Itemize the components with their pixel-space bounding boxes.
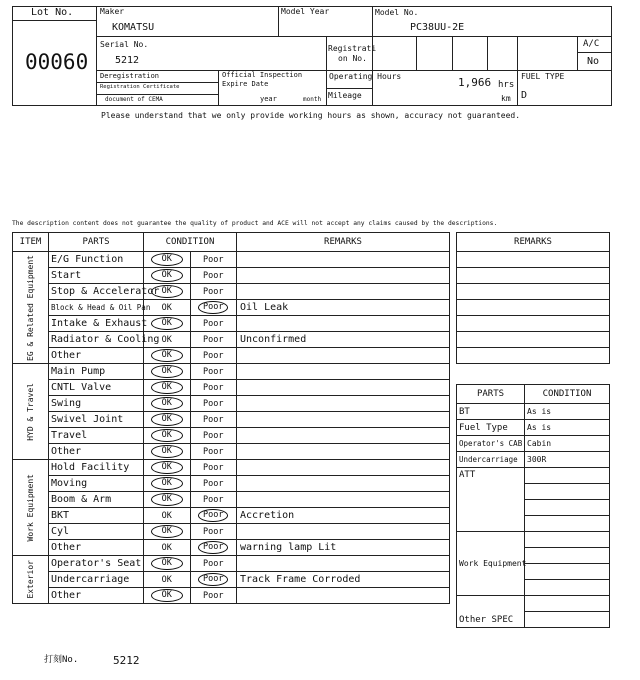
inspection-label-line1: Official Inspection [222, 71, 303, 79]
condition-row [13, 300, 450, 316]
ok-option: OK [151, 477, 183, 490]
part-name: Main Pump [49, 364, 144, 380]
ok-option: OK [161, 542, 172, 553]
ok-option: OK [151, 525, 183, 538]
parts-header: PARTS [49, 233, 144, 252]
remark-cell: Track Frame Corroded [237, 572, 450, 588]
att-line [525, 468, 610, 484]
condition-cell [144, 460, 237, 476]
spec-condition: As is [525, 420, 610, 436]
ok-option: OK [151, 285, 183, 298]
spec-row [457, 404, 610, 420]
poor-option: Poor [198, 541, 228, 554]
poor-option: Poor [203, 462, 224, 473]
operating-hours-label: Operating Hours [329, 72, 402, 81]
part-name: E/G Function [49, 252, 144, 268]
remark-cell [237, 364, 450, 380]
lot-number: 00060 [25, 50, 89, 74]
condition-cell [144, 508, 237, 524]
condition-cell [144, 316, 237, 332]
poor-option: Poor [203, 478, 224, 489]
remarks-line [457, 332, 610, 348]
poor-option: Poor [203, 558, 224, 569]
remarks-line [457, 268, 610, 284]
category-label: HYD & Travel [26, 382, 35, 441]
poor-option: Poor [203, 334, 224, 345]
ok-option: OK [151, 445, 183, 458]
remark-cell [237, 316, 450, 332]
remarks-line [457, 348, 610, 364]
poor-option: Poor [203, 318, 224, 329]
spec-part: BT [457, 404, 525, 420]
poor-option: Poor [203, 590, 224, 601]
ok-option: OK [151, 397, 183, 410]
spec-row [457, 420, 610, 436]
condition-row [13, 492, 450, 508]
condition-cell [144, 348, 237, 364]
ok-option: OK [151, 461, 183, 474]
spec-part: Undercarriage [457, 452, 525, 468]
lot-label: Lot No. [31, 7, 74, 18]
part-name: Intake & Exhaust [49, 316, 144, 332]
poor-option: Poor [203, 430, 224, 441]
condition-cell [144, 284, 237, 300]
condition-row [13, 316, 450, 332]
poor-option: Poor [198, 509, 228, 522]
other-spec-label: Other SPEC [457, 596, 525, 628]
condition-row [13, 524, 450, 540]
condition-cell [144, 444, 237, 460]
poor-option: Poor [203, 526, 224, 537]
mileage-label: Mileage [328, 91, 362, 100]
condition-cell [144, 556, 237, 572]
condition-cell [144, 252, 237, 268]
remarks-side-header: REMARKS [457, 233, 610, 252]
poor-option: Poor [203, 398, 224, 409]
category-label: Work Equipment [26, 473, 35, 542]
poor-option: Poor [198, 573, 228, 586]
remarks-line [457, 252, 610, 268]
condition-cell [144, 476, 237, 492]
operating-hours-value: 1,966 [458, 76, 492, 89]
part-name: BKT [49, 508, 144, 524]
work-equipment-label: Work Equipment [457, 532, 525, 596]
condition-cell [144, 412, 237, 428]
remark-cell [237, 588, 450, 604]
remark-cell [237, 252, 450, 268]
condition-cell [144, 268, 237, 284]
hrs-label: hrs [498, 80, 515, 90]
part-name: Other [49, 540, 144, 556]
ac-value: No [587, 56, 600, 67]
poor-option: Poor [203, 382, 224, 393]
ok-option: OK [151, 589, 183, 602]
month-label: month [303, 96, 322, 103]
part-name: Hold Facility [49, 460, 144, 476]
condition-cell [144, 364, 237, 380]
part-name: CNTL Valve [49, 380, 144, 396]
remarks-line [457, 284, 610, 300]
model-year-label: Model Year [281, 7, 330, 16]
remark-cell [237, 524, 450, 540]
spec-condition-header: CONDITION [525, 385, 610, 404]
remark-cell [237, 396, 450, 412]
poor-option: Poor [203, 254, 224, 265]
part-name: Undercarriage [49, 572, 144, 588]
part-name: Operator's Seat [49, 556, 144, 572]
spec-part: Operator's CAB [457, 436, 525, 452]
condition-row [13, 556, 450, 572]
ok-option: OK [161, 510, 172, 521]
remark-cell [237, 268, 450, 284]
spec-condition: As is [525, 404, 610, 420]
work-equipment-line [525, 580, 610, 596]
att-line [525, 500, 610, 516]
registration-certificate-label: Registration Certificate [100, 84, 180, 90]
part-name: Other [49, 348, 144, 364]
fuel-type-value: D [521, 90, 528, 101]
poor-option: Poor [198, 301, 228, 314]
condition-cell [144, 300, 237, 316]
part-name: Radiator & Cooling [49, 332, 144, 348]
part-name: Swing [49, 396, 144, 412]
model-no-value: PC38UU-2E [410, 22, 465, 33]
condition-row [13, 364, 450, 380]
part-name: Start [49, 268, 144, 284]
condition-row [13, 428, 450, 444]
condition-row [13, 348, 450, 364]
deregistration-label: Deregistration [100, 72, 160, 80]
condition-cell [144, 588, 237, 604]
ok-option: OK [151, 413, 183, 426]
remark-cell [237, 444, 450, 460]
registration-label-line1: Registrati [328, 44, 377, 53]
condition-row [13, 332, 450, 348]
category-label: EG & Related Equipment [26, 254, 35, 361]
ok-option: OK [151, 269, 183, 282]
part-name: Block & Head & Oil Pan [49, 300, 144, 316]
poor-option: Poor [203, 414, 224, 425]
remarks-line [457, 316, 610, 332]
condition-cell [144, 428, 237, 444]
ok-option: OK [161, 302, 172, 313]
ok-option: OK [151, 557, 183, 570]
part-name: Moving [49, 476, 144, 492]
inspection-label-line2: Expire Date [222, 80, 269, 88]
condition-cell [144, 540, 237, 556]
poor-option: Poor [203, 366, 224, 377]
remark-cell [237, 348, 450, 364]
spec-row [457, 436, 610, 452]
condition-cell [144, 332, 237, 348]
condition-table [12, 232, 450, 604]
spec-row [457, 452, 610, 468]
remark-cell [237, 556, 450, 572]
remarks-line [457, 300, 610, 316]
condition-table-header [13, 233, 450, 252]
condition-cell [144, 380, 237, 396]
condition-header: CONDITION [144, 233, 237, 252]
other-spec-line [525, 596, 610, 612]
remark-cell [237, 492, 450, 508]
att-line [525, 516, 610, 532]
ok-option: OK [151, 493, 183, 506]
remark-cell: Accretion [237, 508, 450, 524]
item-header: ITEM [13, 233, 49, 252]
condition-row [13, 508, 450, 524]
remark-cell: Oil Leak [237, 300, 450, 316]
remark-cell [237, 476, 450, 492]
condition-row [13, 396, 450, 412]
maker-value: KOMATSU [112, 22, 155, 33]
remark-cell [237, 460, 450, 476]
ok-option: OK [151, 429, 183, 442]
part-name: Travel [49, 428, 144, 444]
att-line [525, 484, 610, 500]
att-label: ATT [457, 468, 525, 532]
fuel-type-label: FUEL TYPE [521, 72, 565, 81]
condition-row [13, 412, 450, 428]
condition-row [13, 588, 450, 604]
poor-option: Poor [203, 494, 224, 505]
spec-table [456, 384, 610, 628]
condition-cell [144, 396, 237, 412]
condition-row [13, 252, 450, 268]
year-label: year [260, 95, 277, 103]
disclaimer: The description content does not guarantee the quality of product and ACE will not accept any claims caused by the descriptions. [12, 220, 498, 227]
condition-cell [144, 572, 237, 588]
poor-option: Poor [203, 446, 224, 457]
maker-label: Maker [100, 7, 125, 16]
remark-cell [237, 412, 450, 428]
work-equipment-line [525, 564, 610, 580]
spec-part: Fuel Type [457, 420, 525, 436]
remark-cell [237, 284, 450, 300]
condition-cell [144, 492, 237, 508]
serial-value: 5212 [115, 55, 140, 66]
ok-option: OK [161, 574, 172, 585]
stamp-value: 5212 [113, 654, 140, 667]
registration-label-line2: on No. [338, 54, 367, 63]
ac-label: A/C [583, 39, 600, 49]
model-no-label: Model No. [375, 8, 419, 17]
poor-option: Poor [203, 286, 224, 297]
condition-row [13, 540, 450, 556]
work-equipment-line [525, 532, 610, 548]
condition-row [13, 444, 450, 460]
ok-option: OK [161, 334, 172, 345]
stamp-label: 打刻No. [44, 655, 79, 665]
hours-notice: Please understand that we only provide working hours as shown, accuracy not guaranteed. [101, 111, 521, 120]
ok-option: OK [151, 253, 183, 266]
condition-row [13, 572, 450, 588]
category-cell [13, 460, 49, 556]
condition-row [13, 284, 450, 300]
remarks-side-table [456, 232, 610, 364]
part-name: Stop & Accelerator [49, 284, 144, 300]
category-cell [13, 556, 49, 604]
header-block [12, 6, 612, 106]
km-label: km [501, 94, 511, 103]
part-name: Swivel Joint [49, 412, 144, 428]
part-name: Other [49, 588, 144, 604]
condition-row [13, 460, 450, 476]
cema-label: document of CEMA [105, 96, 163, 103]
ok-option: OK [151, 381, 183, 394]
poor-option: Poor [203, 270, 224, 281]
serial-label: Serial No. [100, 40, 149, 49]
remark-cell: Unconfirmed [237, 332, 450, 348]
poor-option: Poor [203, 350, 224, 361]
part-name: Cyl [49, 524, 144, 540]
ok-option: OK [151, 349, 183, 362]
condition-row [13, 268, 450, 284]
remark-cell: warning lamp Lit [237, 540, 450, 556]
work-equipment-line [525, 548, 610, 564]
spec-parts-header: PARTS [457, 385, 525, 404]
condition-cell [144, 524, 237, 540]
other-spec-line [525, 612, 610, 628]
ok-option: OK [151, 317, 183, 330]
condition-row [13, 380, 450, 396]
condition-row [13, 476, 450, 492]
spec-condition: Cabin [525, 436, 610, 452]
spec-condition: 300R [525, 452, 610, 468]
category-cell [13, 252, 49, 364]
ok-option: OK [151, 365, 183, 378]
category-label: Exterior [26, 560, 35, 599]
category-cell [13, 364, 49, 460]
remarks-header: REMARKS [237, 233, 450, 252]
part-name: Other [49, 444, 144, 460]
remark-cell [237, 428, 450, 444]
part-name: Boom & Arm [49, 492, 144, 508]
remark-cell [237, 380, 450, 396]
